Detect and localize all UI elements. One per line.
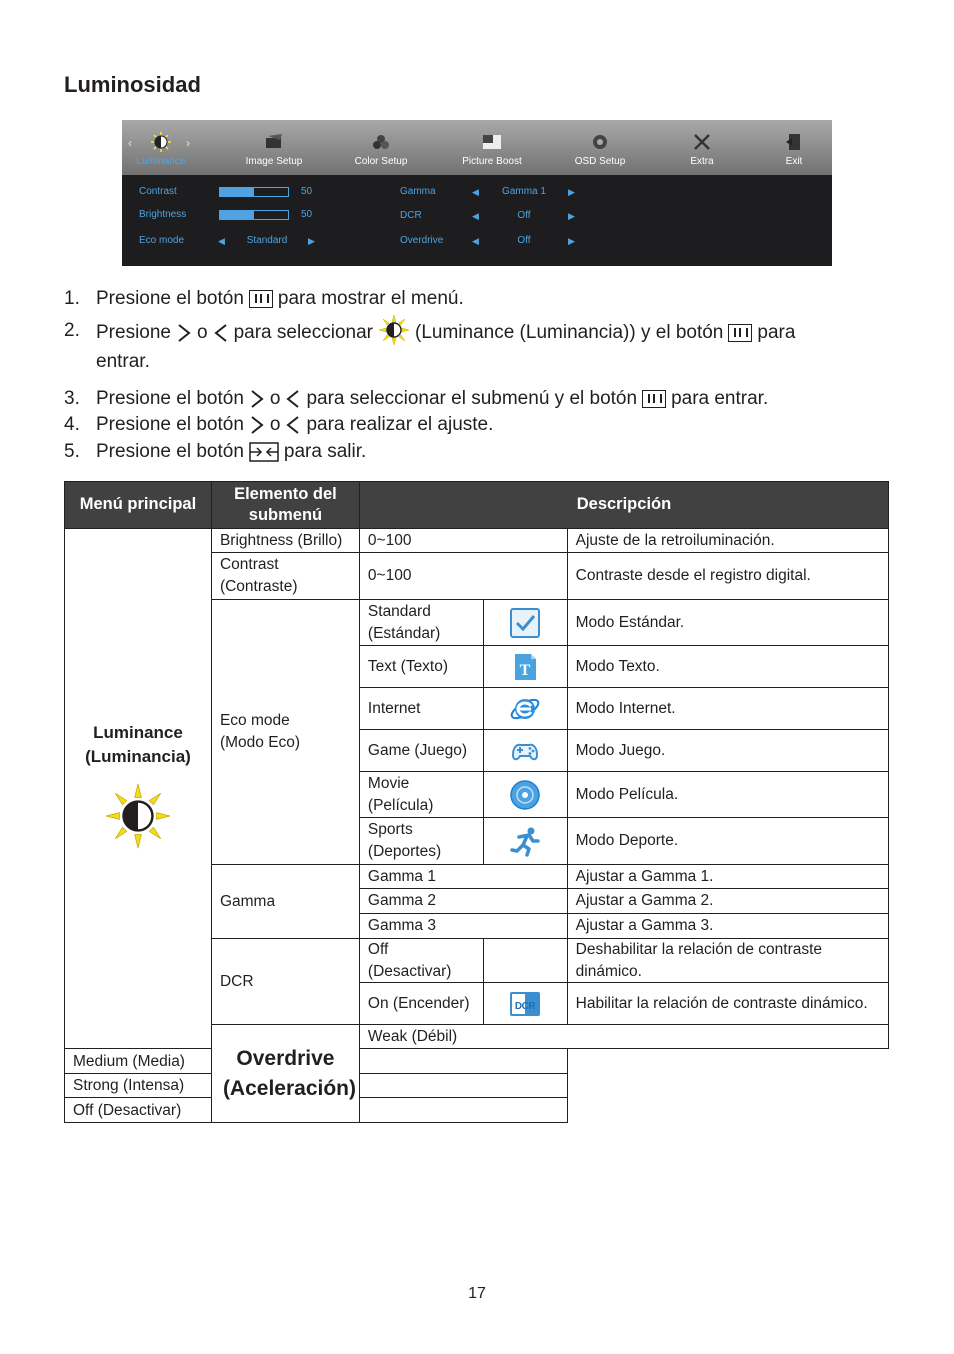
exit-button-icon	[249, 442, 279, 462]
left-chevron-icon	[285, 388, 301, 410]
right-chevron-icon	[249, 388, 265, 410]
gamepad-icon	[509, 735, 541, 767]
overdrive-option: Medium (Media)	[65, 1049, 568, 1074]
osd-tab-bar	[122, 120, 832, 175]
osd-right-triangle-icon[interactable]: ▶	[568, 236, 575, 246]
submenu-eco-mode	[211, 600, 359, 865]
osd-right-arrow-icon: ›	[186, 136, 190, 150]
submenu-brightness: Brightness (Brillo)	[211, 529, 359, 553]
osd-tab-image-setup[interactable]	[234, 120, 314, 175]
osd-right-triangle-icon[interactable]: ▶	[568, 187, 575, 197]
step-text: o	[269, 414, 281, 435]
eco-mode-label: Standard (Estándar)	[367, 602, 441, 642]
text-mode-icon	[509, 651, 541, 683]
osd-contrast-label: Contrast	[139, 186, 177, 197]
range-value: 0~100	[359, 529, 567, 553]
step-number: 5.	[64, 441, 80, 462]
osd-tab-label: Image Setup	[245, 156, 303, 167]
eco-mode-icon-cell	[483, 688, 567, 730]
image-setup-icon	[264, 132, 284, 152]
dcr-icon-cell	[483, 983, 567, 1025]
header-description: Descripción	[359, 482, 888, 529]
osd-menu	[122, 120, 832, 266]
step-text: para realizar el ajuste.	[306, 414, 494, 435]
luminance-label: Luminance (Luminancia)	[85, 723, 191, 767]
gamma-option: Gamma 2	[359, 889, 567, 914]
osd-tab-picture-boost[interactable]	[452, 120, 532, 175]
step-text: para seleccionar el submenú y el botón	[306, 388, 638, 409]
menu-button-icon	[728, 324, 752, 342]
eco-mode-name	[359, 600, 483, 646]
standard-check-icon	[509, 607, 541, 639]
submenu-contrast-label: Contrast (Contraste)	[219, 556, 298, 595]
page-title: Luminosidad	[64, 72, 201, 97]
eco-mode-name	[359, 772, 483, 818]
osd-left-triangle-icon[interactable]: ◀	[472, 236, 479, 246]
dcr-option: On (Encender)	[359, 983, 483, 1025]
table-row	[65, 529, 889, 553]
osd-gamma-label: Gamma	[400, 186, 436, 197]
submenu-contrast	[211, 553, 359, 600]
eco-mode-name: Text (Texto)	[359, 646, 483, 688]
step-number: 2.	[64, 320, 80, 341]
eco-mode-label: Movie (Película)	[367, 774, 434, 814]
osd-tab-label: Extra	[690, 156, 714, 167]
osd-tab-osd-setup[interactable]	[560, 120, 640, 175]
osd-contrast-value: 50	[301, 186, 313, 197]
dcr-icon	[509, 988, 541, 1020]
luminance-sun-icon	[378, 314, 410, 346]
right-chevron-icon	[176, 322, 192, 344]
menu-button-icon	[249, 290, 273, 308]
eco-mode-icon-cell	[483, 600, 567, 646]
movie-disc-icon	[509, 779, 541, 811]
osd-tab-color-setup[interactable]	[342, 120, 420, 175]
range-value: 0~100	[359, 553, 567, 600]
overdrive-label: Overdrive (Aceleración)	[222, 1047, 356, 1100]
osd-right-triangle-icon[interactable]: ▶	[568, 211, 575, 221]
dcr-option: Off (Desactivar)	[359, 939, 483, 983]
left-chevron-icon	[213, 322, 229, 344]
description: Ajuste de la retroiluminación.	[567, 529, 888, 553]
osd-left-triangle-icon[interactable]: ◀	[472, 211, 479, 221]
osd-left-triangle-icon[interactable]: ◀	[218, 236, 225, 246]
extra-icon	[692, 132, 712, 152]
osd-setup-icon	[590, 132, 610, 152]
overdrive-option: Off (Desactivar)	[65, 1098, 568, 1123]
description: Deshabilitar la relación de contraste dinámico.	[567, 939, 888, 983]
osd-brightness-label: Brightness	[139, 209, 187, 220]
empty-icon-cell	[483, 939, 567, 983]
step-text: Presione	[96, 322, 171, 343]
left-chevron-icon	[285, 414, 301, 436]
eco-mode-name: Internet	[359, 688, 483, 730]
page-number: 17	[468, 1285, 486, 1302]
submenu-eco-label: Eco mode (Modo Eco)	[219, 712, 301, 751]
description: Modo Estándar.	[567, 600, 888, 646]
osd-overdrive-label: Overdrive	[400, 235, 444, 246]
step-text: Presione el botón	[96, 288, 244, 309]
step-text: para salir.	[283, 441, 367, 462]
header-submenu: Elemento del submenú	[211, 482, 359, 529]
eco-mode-icon-cell	[483, 818, 567, 865]
osd-eco-label: Eco mode	[139, 235, 185, 246]
settings-table	[64, 481, 889, 1123]
osd-tab-label: Luminance	[136, 156, 186, 167]
step-text: Presione el botón	[96, 414, 244, 435]
picture-boost-icon	[482, 132, 502, 152]
menu-button-icon	[642, 390, 666, 408]
internet-explorer-icon	[509, 693, 541, 725]
eco-mode-icon-cell	[483, 772, 567, 818]
osd-tab-label: Exit	[785, 156, 803, 167]
step-text: para seleccionar	[233, 322, 373, 343]
osd-dcr-label: DCR	[400, 210, 422, 221]
description: Habilitar la relación de contraste dinámico.	[567, 983, 888, 1025]
table-header-row	[65, 482, 889, 529]
eco-mode-label: Sports (Deportes)	[367, 821, 442, 860]
step-2-continued	[96, 351, 150, 373]
step-text: para entrar.	[671, 388, 769, 409]
description: Modo Texto.	[567, 646, 888, 688]
step-text: para mostrar el menú.	[277, 288, 464, 309]
submenu-gamma: Gamma	[211, 865, 359, 939]
osd-tab-luminance[interactable]	[130, 120, 192, 175]
main-menu-luminance	[65, 529, 212, 1049]
overdrive-option: Weak (Débil)	[359, 1025, 888, 1049]
step-text: para	[757, 322, 796, 343]
description: Ajustar a Gamma 2.	[567, 889, 888, 914]
description: Ajustar a Gamma 1.	[567, 865, 888, 889]
exit-icon	[784, 132, 804, 152]
step-number: 3.	[64, 388, 80, 409]
eco-mode-name	[359, 818, 483, 865]
step-number: 1.	[64, 288, 80, 309]
step-number: 4.	[64, 414, 80, 435]
osd-brightness-value: 50	[301, 209, 313, 220]
osd-tab-label: OSD Setup	[574, 156, 626, 167]
description: Modo Juego.	[567, 730, 888, 772]
osd-left-arrow-icon: ‹	[128, 136, 132, 150]
luminance-sun-icon	[105, 783, 171, 849]
osd-dcr-value: Off	[517, 210, 531, 221]
sun-contrast-icon	[151, 132, 171, 152]
eco-mode-icon-cell	[483, 730, 567, 772]
table-row	[65, 1098, 889, 1123]
description: Modo Internet.	[567, 688, 888, 730]
osd-tab-label: Picture Boost	[462, 156, 522, 167]
description: Contraste desde el registro digital.	[567, 553, 888, 600]
step-text: o	[269, 388, 281, 409]
osd-gamma-value: Gamma 1	[502, 186, 546, 197]
submenu-dcr: DCR	[211, 939, 359, 1025]
gamma-option: Gamma 3	[359, 914, 567, 939]
osd-tab-exit[interactable]	[768, 120, 820, 175]
description: Modo Deporte.	[567, 818, 888, 865]
overdrive-option: Strong (Intensa)	[65, 1074, 568, 1098]
table-row	[65, 1074, 889, 1098]
osd-tab-extra[interactable]	[672, 120, 732, 175]
step-text: (Luminance (Luminancia)) y el botón	[415, 322, 724, 343]
osd-eco-value: Standard	[246, 235, 288, 246]
svg-text:DCR: DCR	[515, 1000, 536, 1012]
color-setup-icon	[371, 132, 391, 152]
description: Modo Película.	[567, 772, 888, 818]
gamma-option: Gamma 1	[359, 865, 567, 889]
osd-contrast-slider[interactable]	[219, 187, 289, 197]
svg-text:T: T	[519, 661, 531, 679]
step-text: Presione el botón	[96, 388, 244, 409]
osd-brightness-slider[interactable]	[219, 210, 289, 220]
eco-mode-name: Game (Juego)	[359, 730, 483, 772]
step-text: o	[197, 322, 208, 343]
step-text: entrar.	[96, 351, 150, 372]
eco-mode-icon-cell	[483, 646, 567, 688]
osd-overdrive-value: Off	[517, 235, 531, 246]
description: Ajustar a Gamma 3.	[567, 914, 888, 939]
sports-runner-icon	[509, 825, 541, 857]
osd-right-triangle-icon[interactable]: ▶	[308, 236, 315, 246]
step-text: Presione el botón	[96, 441, 244, 462]
table-row	[65, 1049, 889, 1074]
osd-tab-label: Color Setup	[354, 156, 408, 167]
header-main-menu: Menú principal	[65, 482, 212, 529]
right-chevron-icon	[249, 414, 265, 436]
osd-left-triangle-icon[interactable]: ◀	[472, 187, 479, 197]
